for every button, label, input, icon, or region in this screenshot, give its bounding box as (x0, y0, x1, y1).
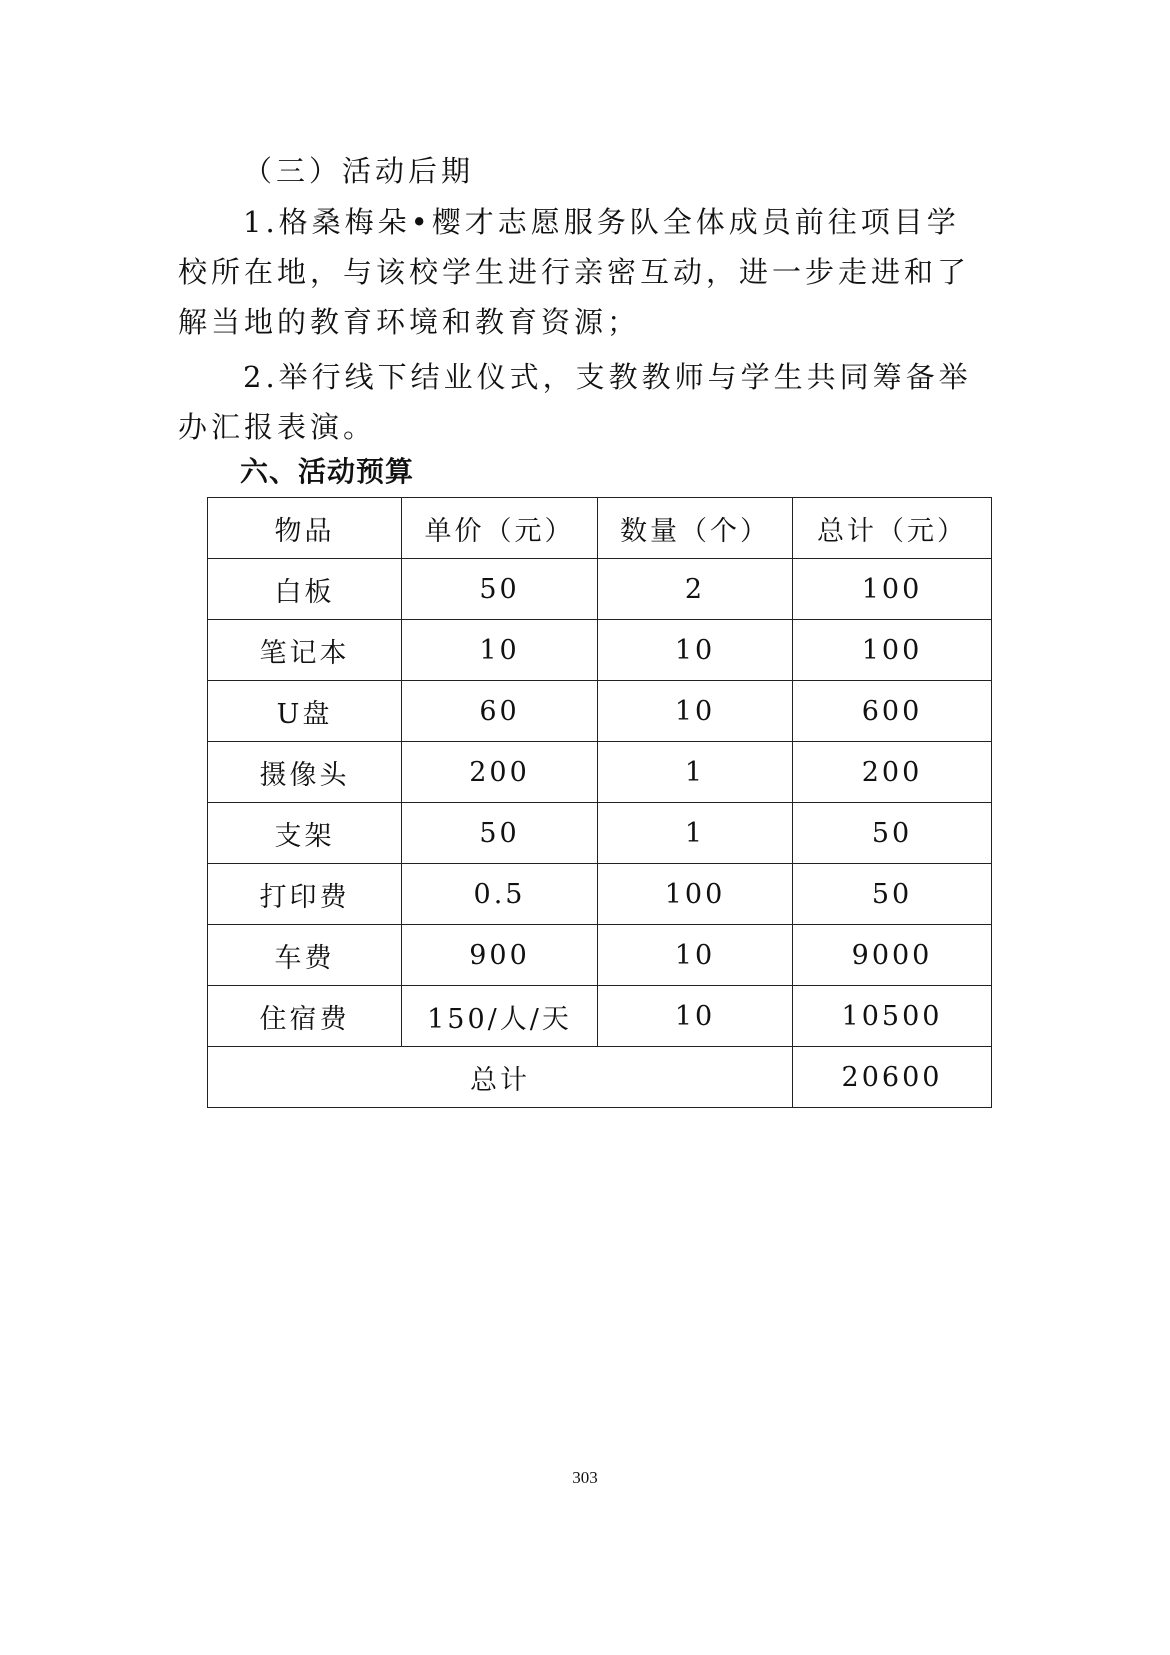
table-row (208, 864, 992, 925)
cell-item: U盘 (208, 681, 402, 742)
cell-item: 笔记本 (208, 620, 402, 681)
cell-total: 9000 (793, 925, 992, 986)
table-header-row (208, 498, 992, 559)
cell-total: 200 (793, 742, 992, 803)
header-item: 物品 (208, 498, 402, 559)
cell-quantity: 1 (598, 803, 793, 864)
cell-quantity: 10 (598, 620, 793, 681)
cell-unit-price: 50 (402, 803, 598, 864)
cell-unit-price: 0.5 (402, 864, 598, 925)
cell-item: 支架 (208, 803, 402, 864)
cell-quantity: 10 (598, 681, 793, 742)
cell-unit-price: 150/人/天 (402, 986, 598, 1047)
cell-quantity: 2 (598, 559, 793, 620)
header-total: 总计（元） (793, 498, 992, 559)
cell-unit-price: 60 (402, 681, 598, 742)
page-number: 303 (572, 1468, 598, 1487)
cell-quantity: 100 (598, 864, 793, 925)
table-row (208, 559, 992, 620)
cell-item: 车费 (208, 925, 402, 986)
table-row (208, 620, 992, 681)
cell-total: 100 (793, 620, 992, 681)
cell-total: 50 (793, 803, 992, 864)
cell-unit-price: 200 (402, 742, 598, 803)
cell-quantity: 10 (598, 986, 793, 1047)
cell-unit-price: 10 (402, 620, 598, 681)
cell-item: 住宿费 (208, 986, 402, 1047)
cell-total: 100 (793, 559, 992, 620)
total-value: 20600 (793, 1047, 992, 1108)
cell-item: 摄像头 (208, 742, 402, 803)
paragraph-2: 2.举行线下结业仪式，支教教师与学生共同筹备举办汇报表演。 (178, 360, 972, 444)
section-heading-budget: 六、活动预算 (240, 455, 415, 488)
table-row (208, 681, 992, 742)
cell-total: 50 (793, 864, 992, 925)
cell-quantity: 1 (598, 742, 793, 803)
budget-table (207, 497, 992, 1108)
cell-quantity: 10 (598, 925, 793, 986)
cell-item: 白板 (208, 559, 402, 620)
cell-unit-price: 900 (402, 925, 598, 986)
table-row (208, 803, 992, 864)
table-row (208, 986, 992, 1047)
sub-heading-activity-later-stage: （三）活动后期 (243, 154, 475, 188)
total-label: 总计 (208, 1047, 793, 1108)
header-quantity: 数量（个） (598, 498, 793, 559)
table-row (208, 742, 992, 803)
paragraph-1: 1.格桑梅朵•樱才志愿服务队全体成员前往项目学校所在地，与该校学生进行亲密互动，进一步走进和了解当地的教育环境和教育资源； (178, 205, 971, 339)
table-total-row (208, 1047, 992, 1108)
cell-item: 打印费 (208, 864, 402, 925)
cell-unit-price: 50 (402, 559, 598, 620)
cell-total: 600 (793, 681, 992, 742)
table-row (208, 925, 992, 986)
cell-total: 10500 (793, 986, 992, 1047)
header-unit-price: 单价（元） (402, 498, 598, 559)
